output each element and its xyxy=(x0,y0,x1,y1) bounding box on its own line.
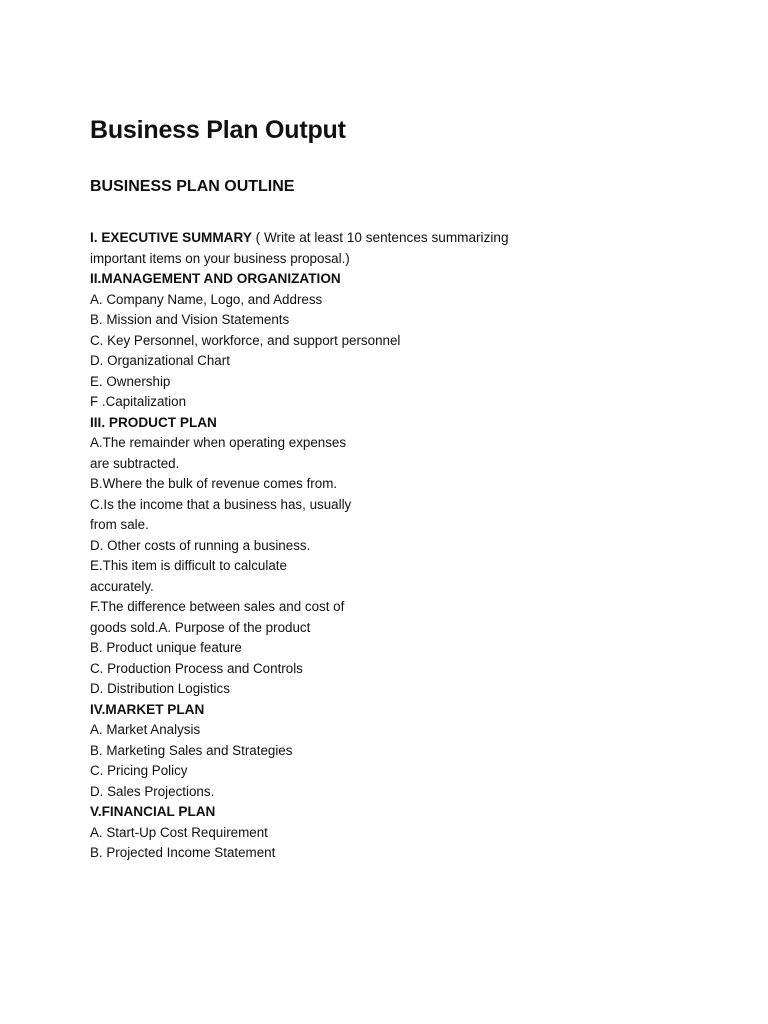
section-heading-financial-plan: V.FINANCIAL PLAN xyxy=(90,804,216,819)
outline-line: C. Key Personnel, workforce, and support personnel xyxy=(90,332,401,348)
outline-line: D. Organizational Chart xyxy=(90,353,230,368)
outline-line: E.This item is difficult to calculate xyxy=(90,558,287,573)
outline-line-executive-summary xyxy=(90,228,550,249)
outline-line: B. Projected Income Statement xyxy=(90,845,276,860)
section-heading-management: II.MANAGEMENT AND ORGANIZATION xyxy=(90,271,341,286)
outline-line: A. Start-Up Cost Requirement xyxy=(90,824,268,840)
outline-line: A.The remainder when operating expenses xyxy=(90,435,347,450)
outline-list xyxy=(90,228,550,864)
outline-line: F.The difference between sales and cost of xyxy=(90,599,345,614)
outline-line: A. Market Analysis xyxy=(90,722,201,737)
outline-line: goods sold.A. Purpose of the product xyxy=(90,619,311,635)
outline-line: are subtracted. xyxy=(90,455,180,471)
outline-line: D. Distribution Logistics xyxy=(90,681,230,696)
outline-line: C. Production Process and Controls xyxy=(90,660,303,676)
document-title: Business Plan Output xyxy=(90,116,346,144)
outline-line: accurately. xyxy=(90,578,154,594)
outline-line: F .Capitalization xyxy=(90,394,187,409)
outline-line: C.Is the income that a business has, usually xyxy=(90,496,352,512)
section-note: ( Write at least 10 sentences summarizing xyxy=(251,230,509,245)
outline-line: from sale. xyxy=(90,517,149,532)
outline-line: B. Product unique feature xyxy=(90,640,242,655)
outline-line: E. Ownership xyxy=(90,373,171,389)
section-heading-product-plan: III. PRODUCT PLAN xyxy=(90,414,217,430)
outline-line: B. Marketing Sales and Strategies xyxy=(90,742,293,758)
outline-line: A. Company Name, Logo, and Address xyxy=(90,291,323,307)
outline-line: important items on your business proposal.) xyxy=(90,250,350,266)
outline-line: D. Other costs of running a business. xyxy=(90,537,311,553)
section-heading: I. EXECUTIVE SUMMARY xyxy=(90,230,252,245)
outline-line: B.Where the bulk of revenue comes from. xyxy=(90,476,338,491)
outline-line: B. Mission and Vision Statements xyxy=(90,312,290,327)
outline-heading: BUSINESS PLAN OUTLINE xyxy=(90,178,295,195)
section-heading-market-plan: IV.MARKET PLAN xyxy=(90,701,205,717)
outline-line: C. Pricing Policy xyxy=(90,763,188,778)
outline-line: D. Sales Projections. xyxy=(90,783,215,799)
